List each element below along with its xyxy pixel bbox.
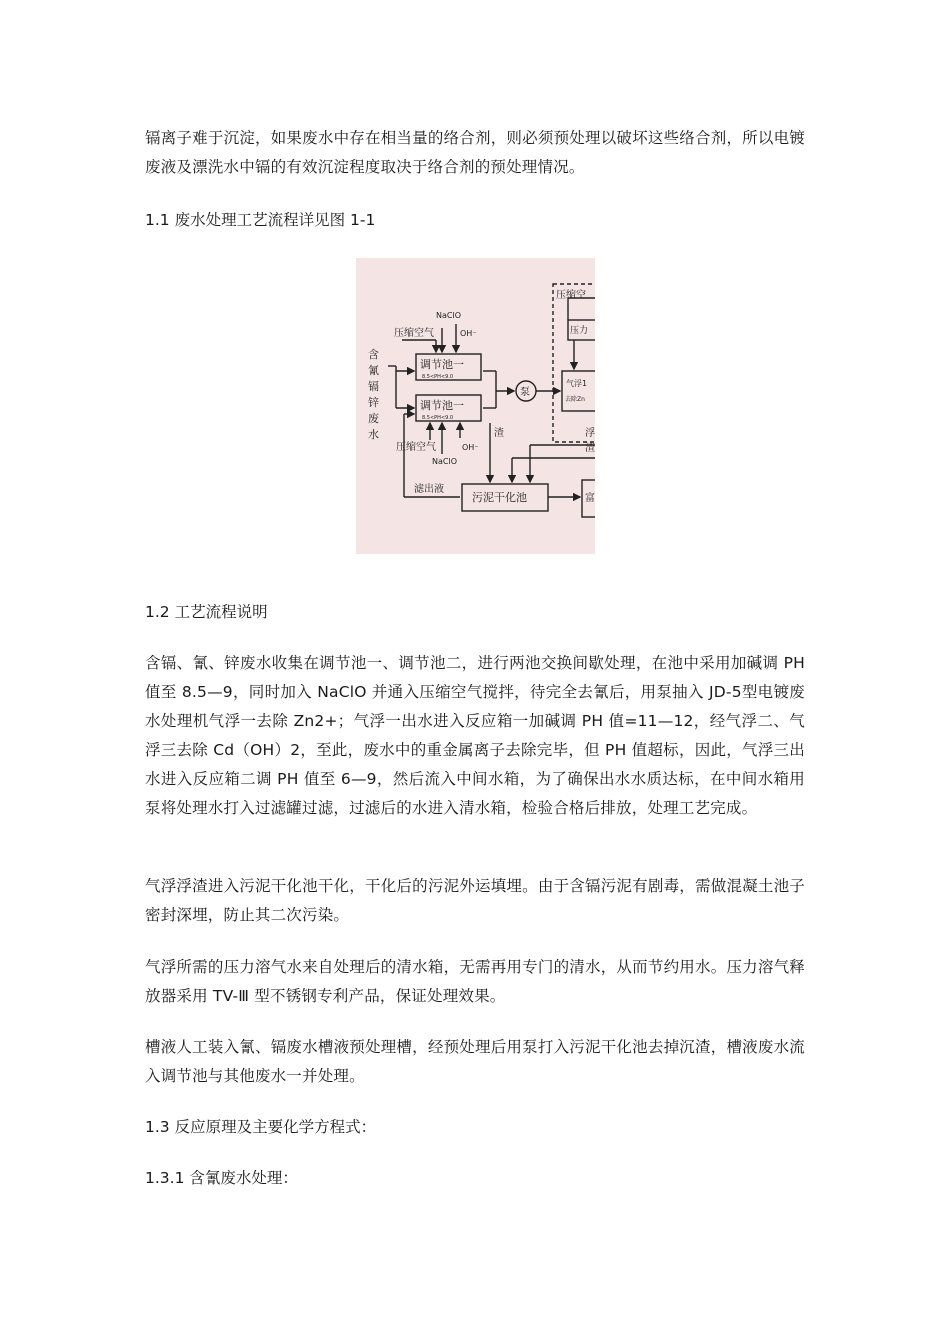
paragraph-sludge: 气浮浮渣进入污泥干化池干化，干化后的污泥外运填埋。由于含镉污泥有剧毒，需做混凝土池子密封深埋，防止其二次污染。 — [145, 877, 805, 924]
paragraph-process-description: 含镉、氰、锌废水收集在调节池一、调节池二，进行两池交换间歇处理，在池中采用加碱调 PH 值至 8.5—9，同时加入 NaClO 并通入压缩空气搅拌，待完全去氰后，用泵抽入 JD-5型电镀废水处理机气浮一去除 Zn2+；气浮一出水进入反应箱一加碱调 PH 值=11—12，经气浮二、气浮三去除 Cd（OH）2，至此，废水中的重金属离子去除完毕，但 PH 值超标，因此，气浮三出水进入反应箱二调 PH 值至 6—9，然后流入中间水箱，为了确保出水水质达标，在中间水箱用泵将处理水打入过滤罐过滤，过滤后的水进入清水箱，检验合格后排放，处理工艺完成。 — [145, 654, 805, 817]
heading-1-3-1: 1.3.1 含氰废水处理： — [145, 1169, 298, 1187]
svg-text:含: 含 — [368, 348, 379, 361]
air-top-label: 压缩空气 — [394, 328, 434, 339]
right-box-label: 富 — [585, 493, 595, 504]
oh-bottom-label: OH⁻ — [462, 443, 479, 452]
heading-1-1: 1.1 废水处理工艺流程详见图 1-1 — [145, 211, 376, 229]
heading-1-2: 1.2 工艺流程说明 — [145, 603, 268, 621]
flotation1-sub-label: 去除Zn — [565, 396, 585, 403]
svg-text:废: 废 — [368, 412, 379, 425]
pressure-box-label: 压力 — [570, 326, 589, 336]
tank1-label: 调节池一 — [420, 358, 464, 371]
svg-text:水: 水 — [368, 428, 379, 441]
paragraph-dissolved-air: 气浮所需的压力溶气水来自处理后的清水箱，无需再用专门的清水，从而节约用水。压力溶气释放器采用 TV-Ⅲ 型不锈钢专利产品，保证处理效果。 — [145, 958, 805, 1005]
compressed-air-box-label: 压缩空 — [556, 290, 586, 301]
naclo-bottom-label: NaClO — [432, 457, 457, 466]
filtrate-label: 滤出液 — [414, 484, 444, 495]
pump-label: 泵 — [520, 387, 530, 398]
paragraph-bath-liquid: 槽液人工装入氰、镉废水槽液预处理槽，经预处理后用泵打入污泥干化池去掉沉渣，槽液废水流入调节池与其他废水一并处理。 — [145, 1038, 805, 1085]
paragraph-intro: 镉离子难于沉淀，如果废水中存在相当量的络合剂，则必须预处理以破坏这些络合剂，所以电镀废液及漂洗水中镉的有效沉淀程度取决于络合剂的预处理情况。 — [145, 129, 805, 176]
flow-diagram — [356, 258, 595, 554]
flotation1-box — [562, 371, 595, 411]
tank1-ph-note: 8.5<PH<9.0 — [422, 374, 454, 380]
float-label-2: 渣 — [585, 443, 595, 454]
svg-text:镉: 镉 — [368, 380, 379, 393]
tank2-label: 调节池一 — [420, 399, 464, 412]
slag-label: 渣 — [494, 428, 504, 439]
tank2-ph-note: 8.5<PH<9.0 — [422, 415, 454, 421]
float-label-1: 浮 — [585, 428, 595, 439]
inlet-label — [368, 347, 379, 441]
sludge-tank-label: 污泥干化池 — [472, 491, 527, 504]
heading-1-3: 1.3 反应原理及主要化学方程式： — [145, 1118, 377, 1136]
oh-top-label: OH⁻ — [460, 329, 477, 338]
svg-text:氰: 氰 — [368, 364, 379, 377]
flotation1-label: 气浮1 — [566, 379, 588, 388]
air-bottom-label: 压缩空气 — [396, 442, 436, 453]
svg-text:锌: 锌 — [368, 396, 379, 409]
process-flow-figure — [356, 258, 595, 554]
naclo-top-label: NaClO — [436, 311, 461, 320]
